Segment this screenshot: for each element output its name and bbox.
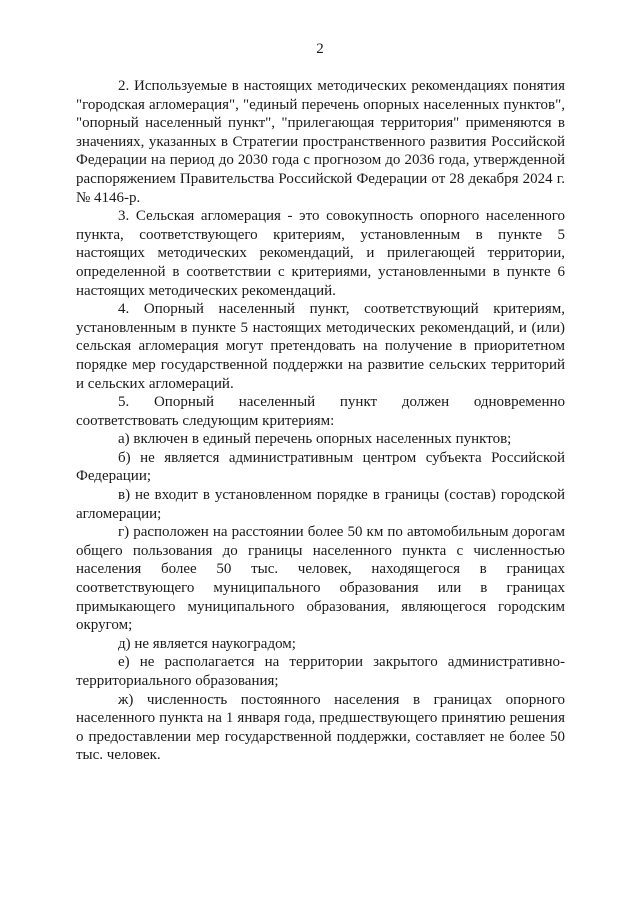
document-body: [76, 77, 565, 765]
page-number: 2: [316, 41, 324, 57]
criterion-a: а) включен в единый перечень опорных населенных пунктов;: [118, 431, 512, 448]
criterion-v: в) не входит в установленном порядке в границы (состав) городской агломерации;: [76, 487, 565, 522]
paragraph-2-definitions: 2. Используемые в настоящих методических рекомендациях понятия "городская агломерация", "единый перечень опорных населенных пунктов", "опорный населенный пункт", "прилегающая территория" применяются в значениях, указанных в Стратегии пространственного развития Российской Федерации на период до 2030 года с прогнозом до 2036 года, утвержденной распоряжением Правительства Российской Федерации от 28 декабря 2024 г. № 4146-р.: [76, 78, 565, 206]
paragraph-5-criteria-intro: 5. Опорный населенный пункт должен одновременно соответствовать следующим критериям:: [76, 394, 565, 429]
criterion-d: д) не является наукоградом;: [118, 635, 296, 652]
criterion-b: б) не является административным центром субъекта Российской Федерации;: [76, 449, 565, 485]
criterion-zh: ж) численность постоянного населения в границах опорного населенного пункта на 1 января года, предшествующего принятию решения о предоставлении мер государственной поддержки, составляет не более 50 тыс. человек.: [76, 691, 565, 764]
criterion-e: е) не располагается на территории закрытого административно-территориального образования;: [76, 654, 565, 689]
paragraph-3-rural-agglomeration: 3. Сельская агломерация - это совокупность опорного населенного пункта, соответствующего критериям, установленным в пункте 5 настоящих методических рекомендаций, и прилегающей территории, определенной в соответствии с критериями, установленными в пункте 6 настоящих методических рекомендаций.: [76, 208, 565, 299]
paragraph-4-support-priority: 4. Опорный населенный пункт, соответствующий критериям, установленным в пункте 5 настоящих методических рекомендаций, и (или) сельская агломерация могут претендовать на получение в приоритетном порядке мер государственной поддержки на развитие сельских территорий и сельских агломераций.: [76, 301, 565, 392]
criterion-g: г) расположен на расстоянии более 50 км по автомобильным дорогам общего пользования до границы населенного пункта с численностью населения более 50 тыс. человек, находящегося в границах соответствующего муниципального образования или в границах примыкающего муниципального образования, являющегося городским округом;: [76, 524, 565, 634]
